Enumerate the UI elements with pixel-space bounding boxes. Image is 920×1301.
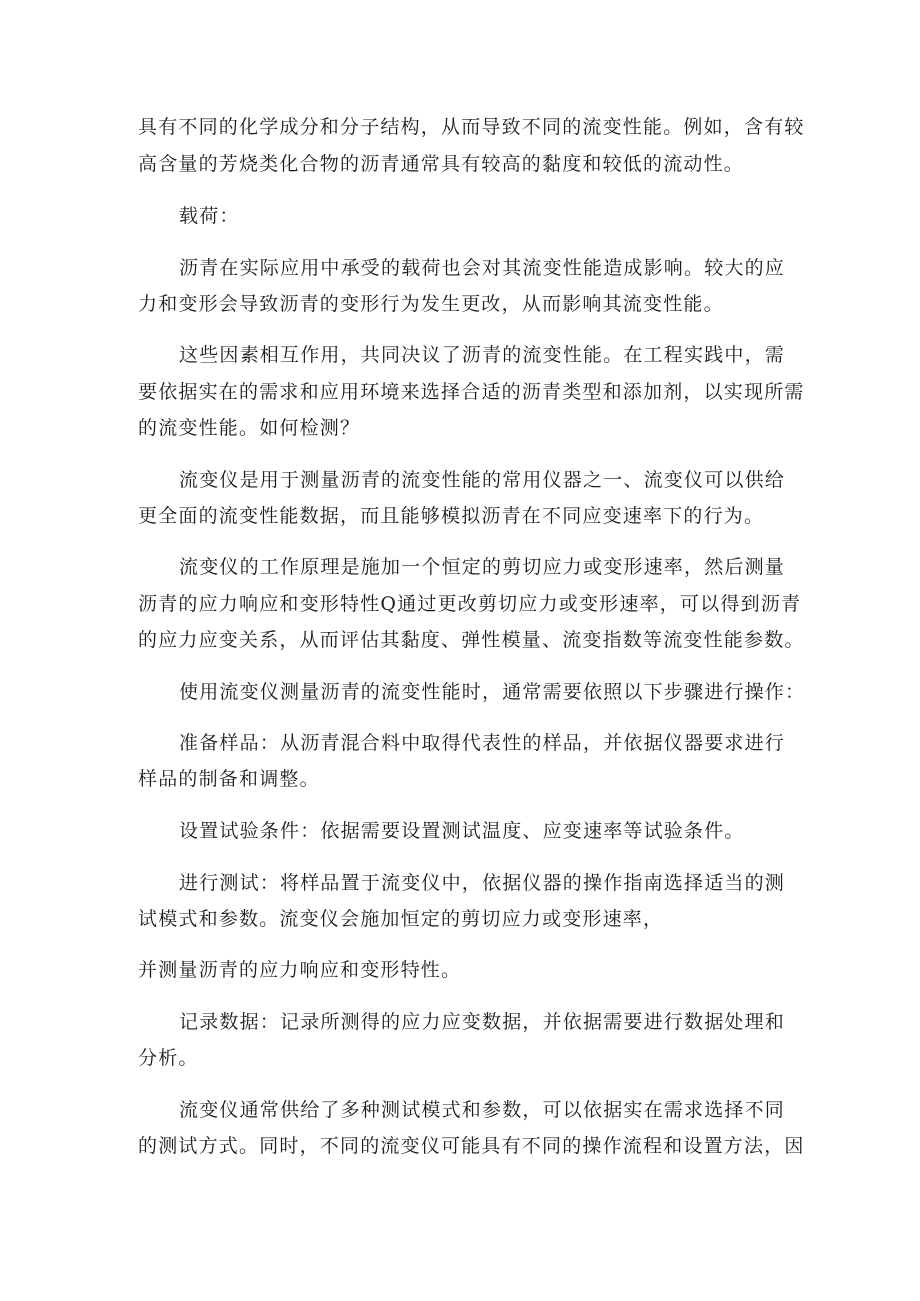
text-line: 的测试方式。同时，不同的流变仪可能具有不同的操作流程和设置方法，因 [138, 1135, 805, 1157]
text-line: 进行测试：将样品置于流变仪中，依据仪器的操作指南选择适当的测 [179, 872, 786, 894]
text-line: 设置试验条件：依据需要设置测试温度、应变速率等试验条件。 [179, 820, 745, 842]
text-line: 力和变形会导致沥青的变形行为发生更改，从而影响其流变性能。 [138, 293, 724, 315]
text-line: 这些因素相互作用，共同决议了沥青的流变性能。在工程实践中，需 [179, 344, 786, 366]
text-line: 试模式和参数。流变仪会施加恒定的剪切应力或变形速率， [138, 908, 664, 930]
text-line: 分析。 [138, 1047, 199, 1069]
text-line: 流变仪的工作原理是施加一个恒定的剪切应力或变形速率，然后测量 [179, 556, 786, 578]
text-line: 的流变性能。如何检测？ [138, 417, 361, 439]
text-line: 沥青在实际应用中承受的载荷也会对其流变性能造成影响。较大的应 [179, 257, 786, 279]
text-line: 流变仪是用于测量沥青的流变性能的常用仪器之一、流变仪可以供给 [179, 469, 786, 491]
section-heading-load: 载荷： [179, 205, 240, 227]
text-line: 记录数据：记录所测得的应力应变数据，并依据需要进行数据处理和 [179, 1011, 786, 1033]
text-line: 要依据实在的需求和应用环境来选择合适的沥青类型和添加剂，以实现所需 [138, 381, 805, 403]
text-line: 沥青的应力响应和变形特性Q通过更改剪切应力或变形速率，可以得到沥青 [138, 593, 802, 615]
text-line: 的应力应变关系，从而评估其黏度、弹性模量、流变指数等流变性能参数。 [138, 629, 805, 651]
text-line: 流变仪通常供给了多种测试模式和参数，可以依据实在需求选择不同 [179, 1099, 786, 1121]
text-line: 高含量的芳烧类化合物的沥青通常具有较高的黏度和较低的流动性。 [138, 153, 745, 175]
text-line: 使用流变仪测量沥青的流变性能时，通常需要依照以下步骤进行操作： [179, 681, 806, 703]
text-line: 具有不同的化学成分和分子结构，从而导致不同的流变性能。例如，含有较 [138, 116, 805, 138]
text-line: 更全面的流变性能数据，而且能够模拟沥青在不同应变速率下的行为。 [138, 505, 765, 527]
text-line: 样品的制备和调整。 [138, 768, 320, 790]
text-line: 并测量沥青的应力响应和变形特性。 [138, 959, 462, 981]
text-line: 准备样品：从沥青混合料中取得代表性的样品，并依据仪器要求进行 [179, 732, 786, 754]
